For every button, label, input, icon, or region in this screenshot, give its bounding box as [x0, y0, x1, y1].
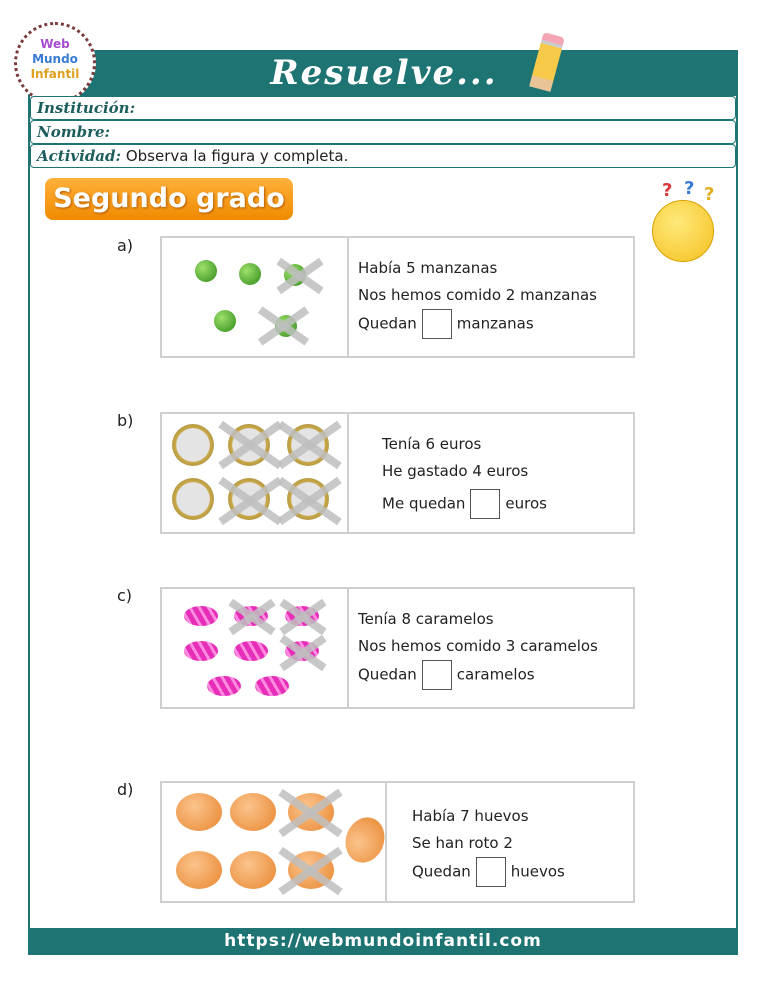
euro-coin-icon	[228, 424, 270, 466]
exercise-d	[160, 781, 635, 903]
answer-box[interactable]	[476, 857, 506, 887]
divider	[347, 414, 349, 532]
answer-box[interactable]	[422, 309, 452, 339]
exercise-letter: d)	[117, 780, 134, 799]
euro-coin-icon	[287, 424, 329, 466]
answer-suffix: manzanas	[456, 314, 534, 333]
divider	[385, 783, 387, 901]
grade-badge: Segundo grado	[45, 178, 293, 220]
institucion-field[interactable]	[30, 96, 736, 120]
logo-text: Web	[40, 37, 70, 51]
candy-icon	[285, 641, 319, 661]
exercise-line: Tenía 8 caramelos	[358, 610, 494, 628]
actividad-label: Actividad:	[37, 147, 122, 165]
page-title: Resuelve...	[270, 53, 498, 93]
egg-icon	[288, 851, 334, 889]
exercise-line: Tenía 6 euros	[382, 435, 482, 453]
apple-icon	[239, 263, 261, 285]
divider	[347, 238, 349, 356]
candy-icon	[207, 676, 241, 696]
nombre-field[interactable]	[30, 120, 736, 144]
exercise-letter: a)	[117, 236, 134, 255]
euro-coin-icon	[287, 478, 329, 520]
question-mark-icon: ?	[662, 180, 673, 201]
exercise-line: Nos hemos comido 2 manzanas	[358, 286, 597, 304]
candy-icon	[234, 606, 268, 626]
divider	[347, 589, 349, 707]
apple-icon	[195, 260, 217, 282]
exercise-line: Había 5 manzanas	[358, 259, 498, 277]
candy-icon	[234, 641, 268, 661]
egg-icon	[339, 812, 390, 868]
apple-icon	[275, 315, 297, 337]
answer-suffix: euros	[505, 494, 547, 513]
egg-icon	[230, 851, 276, 889]
euro-coin-icon	[172, 424, 214, 466]
logo	[14, 22, 96, 104]
answer-box[interactable]	[422, 660, 452, 690]
euro-coin-icon	[172, 478, 214, 520]
exercise-letter: b)	[117, 411, 134, 430]
answer-suffix: caramelos	[456, 665, 535, 684]
egg-icon	[288, 793, 334, 831]
egg-icon	[176, 851, 222, 889]
candy-icon	[255, 676, 289, 696]
footer-url: https://webmundoinfantil.com	[28, 928, 738, 955]
answer-prefix: Quedan	[412, 862, 471, 881]
question-mark-icon: ?	[684, 178, 695, 199]
question-mark-icon: ?	[704, 184, 715, 205]
actividad-row	[30, 144, 736, 168]
candy-icon	[285, 606, 319, 626]
euro-coin-icon	[228, 478, 270, 520]
exercise-line: Nos hemos comido 3 caramelos	[358, 637, 598, 655]
nombre-label: Nombre:	[37, 123, 111, 141]
answer-box[interactable]	[470, 489, 500, 519]
answer-prefix: Me quedan	[382, 494, 466, 513]
apple-icon	[214, 310, 236, 332]
apple-icon	[284, 264, 306, 286]
candy-icon	[184, 606, 218, 626]
thinking-face-icon	[652, 200, 714, 262]
answer-prefix: Quedan	[358, 665, 417, 684]
actividad-value: Observa la figura y completa.	[125, 147, 349, 165]
egg-icon	[230, 793, 276, 831]
exercise-line: Había 7 huevos	[412, 807, 529, 825]
logo-text: Mundo	[32, 52, 78, 66]
institucion-label: Institución:	[37, 99, 136, 117]
candy-icon	[184, 641, 218, 661]
exercise-c	[160, 587, 635, 709]
logo-text: Infantil	[30, 67, 80, 81]
exercise-line: Se han roto 2	[412, 834, 513, 852]
exercise-line: He gastado 4 euros	[382, 462, 529, 480]
egg-icon	[176, 793, 222, 831]
answer-suffix: huevos	[510, 862, 565, 881]
answer-prefix: Quedan	[358, 314, 417, 333]
exercise-a	[160, 236, 635, 358]
exercise-letter: c)	[117, 586, 133, 605]
exercise-b	[160, 412, 635, 534]
